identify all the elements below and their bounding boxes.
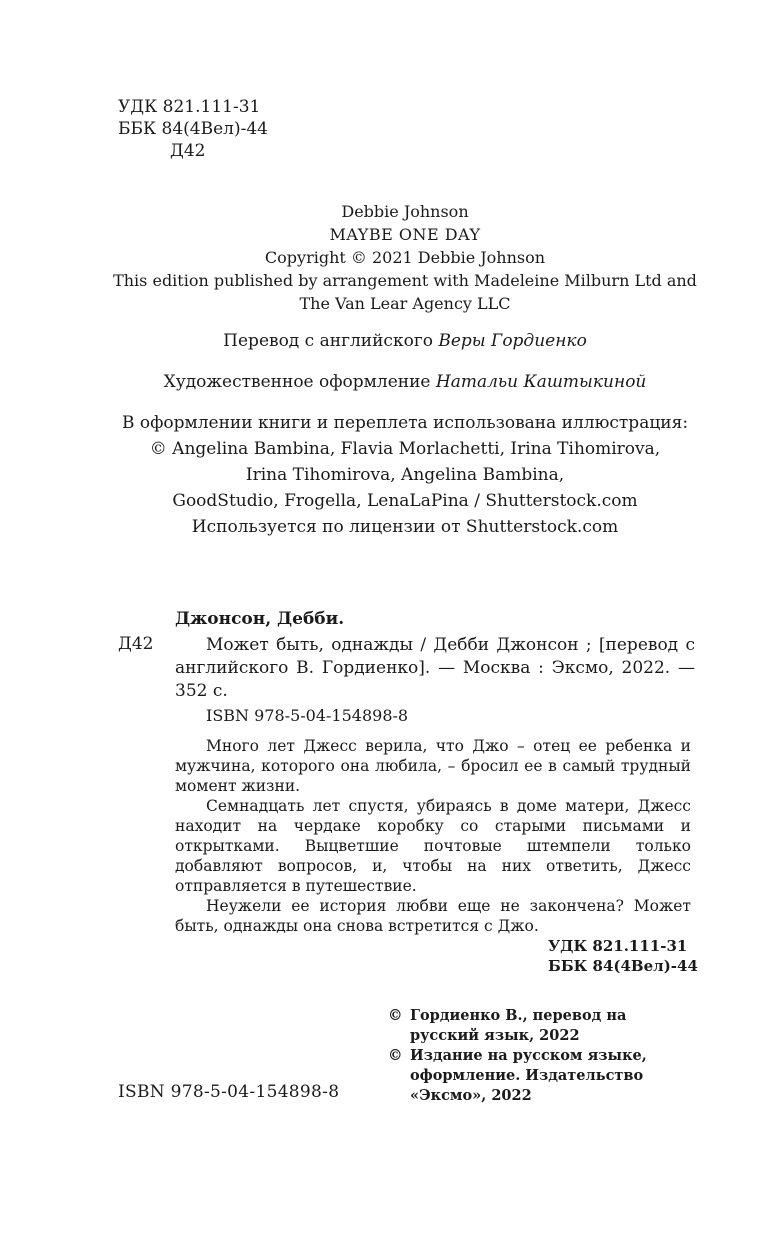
edition-rights-text: Издание на русском языке, оформление. Издательство «Эксмо», 2022 bbox=[410, 1047, 647, 1104]
header-classification bbox=[118, 96, 268, 162]
translation-prefix: Перевод с английского bbox=[223, 331, 433, 351]
annotation-paragraph: Семнадцать лет спустя, убираясь в доме матери, Джесс находит на чердаке коробку со старыми письмами и открытками. Выцветшие почтовые штемпели только добавляют вопросов, и, чтобы на них ответить, Джесс отправляется в путешествие. bbox=[175, 797, 691, 895]
classification-codes bbox=[548, 936, 698, 976]
illustration-credits bbox=[100, 410, 710, 540]
copyright-symbol: © bbox=[388, 1007, 403, 1024]
bibliographic-author: Джонсон, Дебби. bbox=[175, 609, 345, 629]
illustration-line-2: © Angelina Bambina, Flavia Morlachetti, Irina Tihomirova, bbox=[149, 439, 661, 459]
udk-code-bottom: УДК 821.111-31 bbox=[548, 937, 688, 955]
designer-name: Натальи Каштыкиной bbox=[435, 372, 647, 392]
license-line: Используется по лицензии от Shutterstock.com bbox=[191, 517, 619, 537]
rights-notice bbox=[388, 1006, 698, 1106]
edition-rights bbox=[388, 1046, 698, 1106]
design-prefix: Художественное оформление bbox=[163, 372, 431, 392]
annotation-paragraph: Неужели ее история любви еще не закончена? Может быть, однажды она снова встретится с Джо. bbox=[175, 897, 691, 935]
annotation bbox=[175, 736, 691, 936]
edition-line-2: The Van Lear Agency LLC bbox=[299, 294, 511, 313]
original-copyright: Copyright © 2021 Debbie Johnson bbox=[264, 248, 546, 267]
illustration-line-3: Irina Tihomirova, Angelina Bambina, bbox=[245, 465, 565, 485]
copyright-symbol: © bbox=[388, 1047, 403, 1064]
illustration-line-1: В оформлении книги и переплета использована иллюстрация: bbox=[121, 413, 689, 433]
udk-code: УДК 821.111-31 bbox=[118, 97, 261, 117]
original-title: MAYBE ONE DAY bbox=[329, 225, 481, 244]
bibliographic-code: Д42 bbox=[118, 634, 154, 654]
author-mark: Д42 bbox=[170, 141, 206, 161]
illustration-line-4: GoodStudio, Frogella, LenaLaPina / Shutterstock.com bbox=[172, 491, 638, 511]
annotation-paragraph: Много лет Джесс верила, что Джо – отец ее ребенка и мужчина, которого она любила, – бросил ее в самый трудный момент жизни. bbox=[175, 737, 691, 795]
original-edition-info bbox=[100, 200, 710, 315]
original-author: Debbie Johnson bbox=[341, 202, 469, 221]
edition-line-1: This edition published by arrangement with Madeleine Milburn Ltd and bbox=[113, 271, 697, 290]
bibliographic-description bbox=[175, 634, 695, 703]
bbk-code: ББК 84(4Вел)-44 bbox=[118, 119, 268, 139]
translator-name: Веры Гордиенко bbox=[438, 331, 587, 351]
bibliographic-isbn: ISBN 978-5-04-154898-8 bbox=[206, 706, 409, 725]
bbk-code-bottom: ББК 84(4Вел)-44 bbox=[548, 957, 698, 975]
bibliographic-text: Может быть, однажды / Дебби Джонсон ; [перевод с английского В. Гордиенко]. — Москва : Эксмо, 2022. — 352 с. bbox=[175, 635, 695, 701]
translation-rights-text: Гордиенко В., перевод на русский язык, 2022 bbox=[410, 1007, 627, 1044]
isbn-footer: ISBN 978-5-04-154898-8 bbox=[118, 1082, 340, 1102]
translation-credit bbox=[100, 330, 710, 353]
design-credit bbox=[100, 371, 710, 394]
translation-rights bbox=[388, 1006, 698, 1046]
